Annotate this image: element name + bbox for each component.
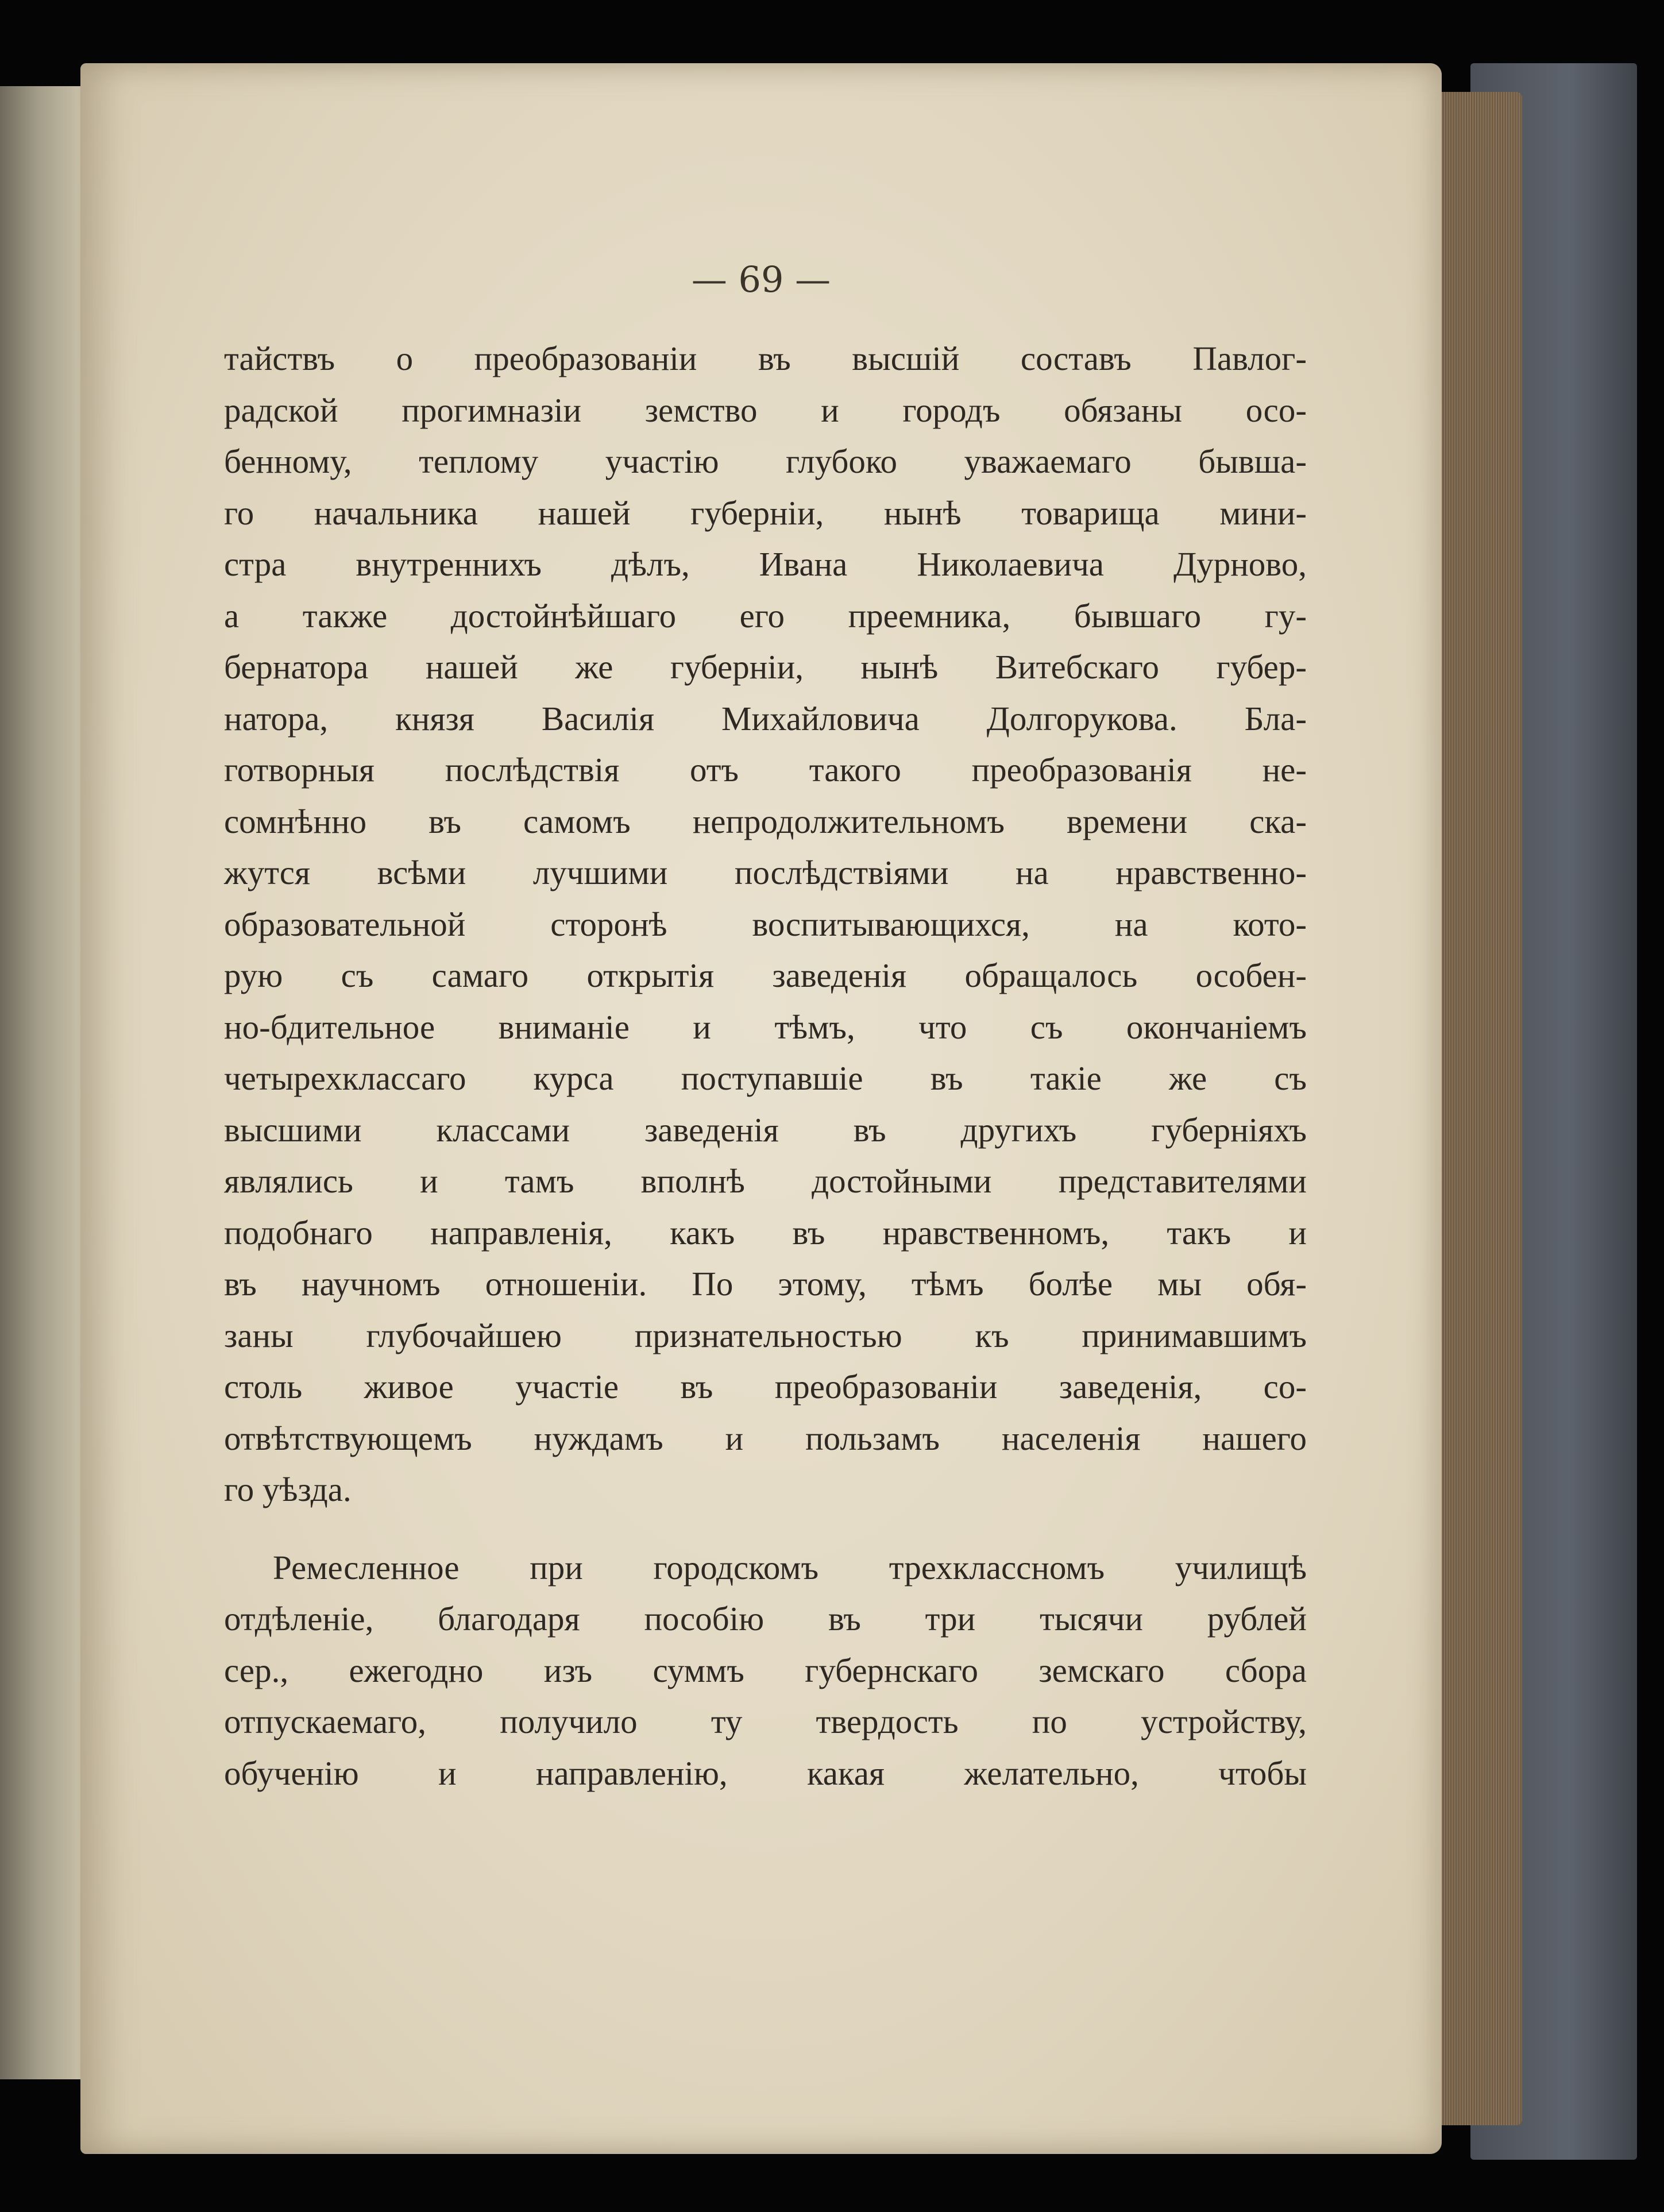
text-line: отвѣтствующемъ нуждамъ и пользамъ населенія нашего — [224, 1419, 1307, 1457]
text-line: сомнѣнно въ самомъ непродолжительномъ времени ска- — [224, 802, 1307, 840]
paragraph-1 — [224, 333, 1307, 1516]
text-line: обученію и направленію, какая желательно, чтобы — [224, 1754, 1307, 1792]
text-line: но-бдительное вниманіе и тѣмъ, что съ окончаніемъ — [224, 1007, 1307, 1046]
page-body — [224, 333, 1307, 1799]
paragraph-gap — [224, 1516, 1307, 1542]
text-line: го начальника нашей губерніи, нынѣ товарища мини- — [224, 493, 1307, 532]
text-line: четырехклассаго курса поступавшіе въ такіе же съ — [224, 1059, 1307, 1097]
text-line: стра внутреннихъ дѣлъ, Ивана Николаевича Дурново, — [224, 545, 1307, 583]
text-line: го уѣзда. — [224, 1470, 352, 1508]
text-line: бенному, теплому участію глубоко уважаемаго бывша- — [224, 442, 1307, 480]
paragraph-2 — [224, 1542, 1307, 1800]
text-line: высшими классами заведенія въ другихъ губерніяхъ — [224, 1110, 1307, 1149]
text-line: готворныя послѣдствія отъ такого преобразованія не- — [224, 751, 1307, 789]
text-line: рую съ самаго открытія заведенія обращалось особен- — [224, 956, 1307, 994]
text-line: являлись и тамъ вполнѣ достойными представителями — [224, 1162, 1307, 1200]
text-line: отдѣленіе, благодаря пособію въ три тысячи рублей — [224, 1600, 1307, 1638]
text-line: въ научномъ отношеніи. По этому, тѣмъ болѣе мы обя- — [224, 1265, 1307, 1303]
text-line: Ремесленное при городскомъ трехклассномъ училищѣ — [273, 1548, 1307, 1586]
text-line: подобнаго направленія, какъ въ нравственномъ, такъ и — [224, 1213, 1307, 1252]
text-line: образовательной сторонѣ воспитывающихся, на кото- — [224, 905, 1307, 943]
text-line: натора, князя Василія Михайловича Долгорукова. Бла- — [224, 699, 1307, 738]
text-line: а также достойнѣйшаго его преемника, бывшаго гу- — [224, 596, 1307, 635]
book-page — [80, 63, 1442, 2154]
text-line: тайствъ о преобразованіи въ высшій составъ Павлог- — [224, 339, 1307, 377]
text-line: заны глубочайшею признательностью къ принимавшимъ — [224, 1316, 1307, 1354]
text-line: бернатора нашей же губерніи, нынѣ Витебскаго губер- — [224, 648, 1307, 686]
page-number: — 69 — — [691, 258, 831, 300]
text-line: радской прогимназіи земство и городъ обязаны осо- — [224, 391, 1307, 429]
text-line: столь живое участіе въ преобразованіи заведенія, со- — [224, 1368, 1307, 1406]
text-line: сер., ежегодно изъ суммъ губернскаго земскаго сбора — [224, 1651, 1307, 1689]
text-line: отпускаемаго, получило ту твердость по устройству, — [224, 1703, 1307, 1740]
text-line: жутся всѣми лучшими послѣдствіями на нравственно- — [224, 854, 1307, 891]
